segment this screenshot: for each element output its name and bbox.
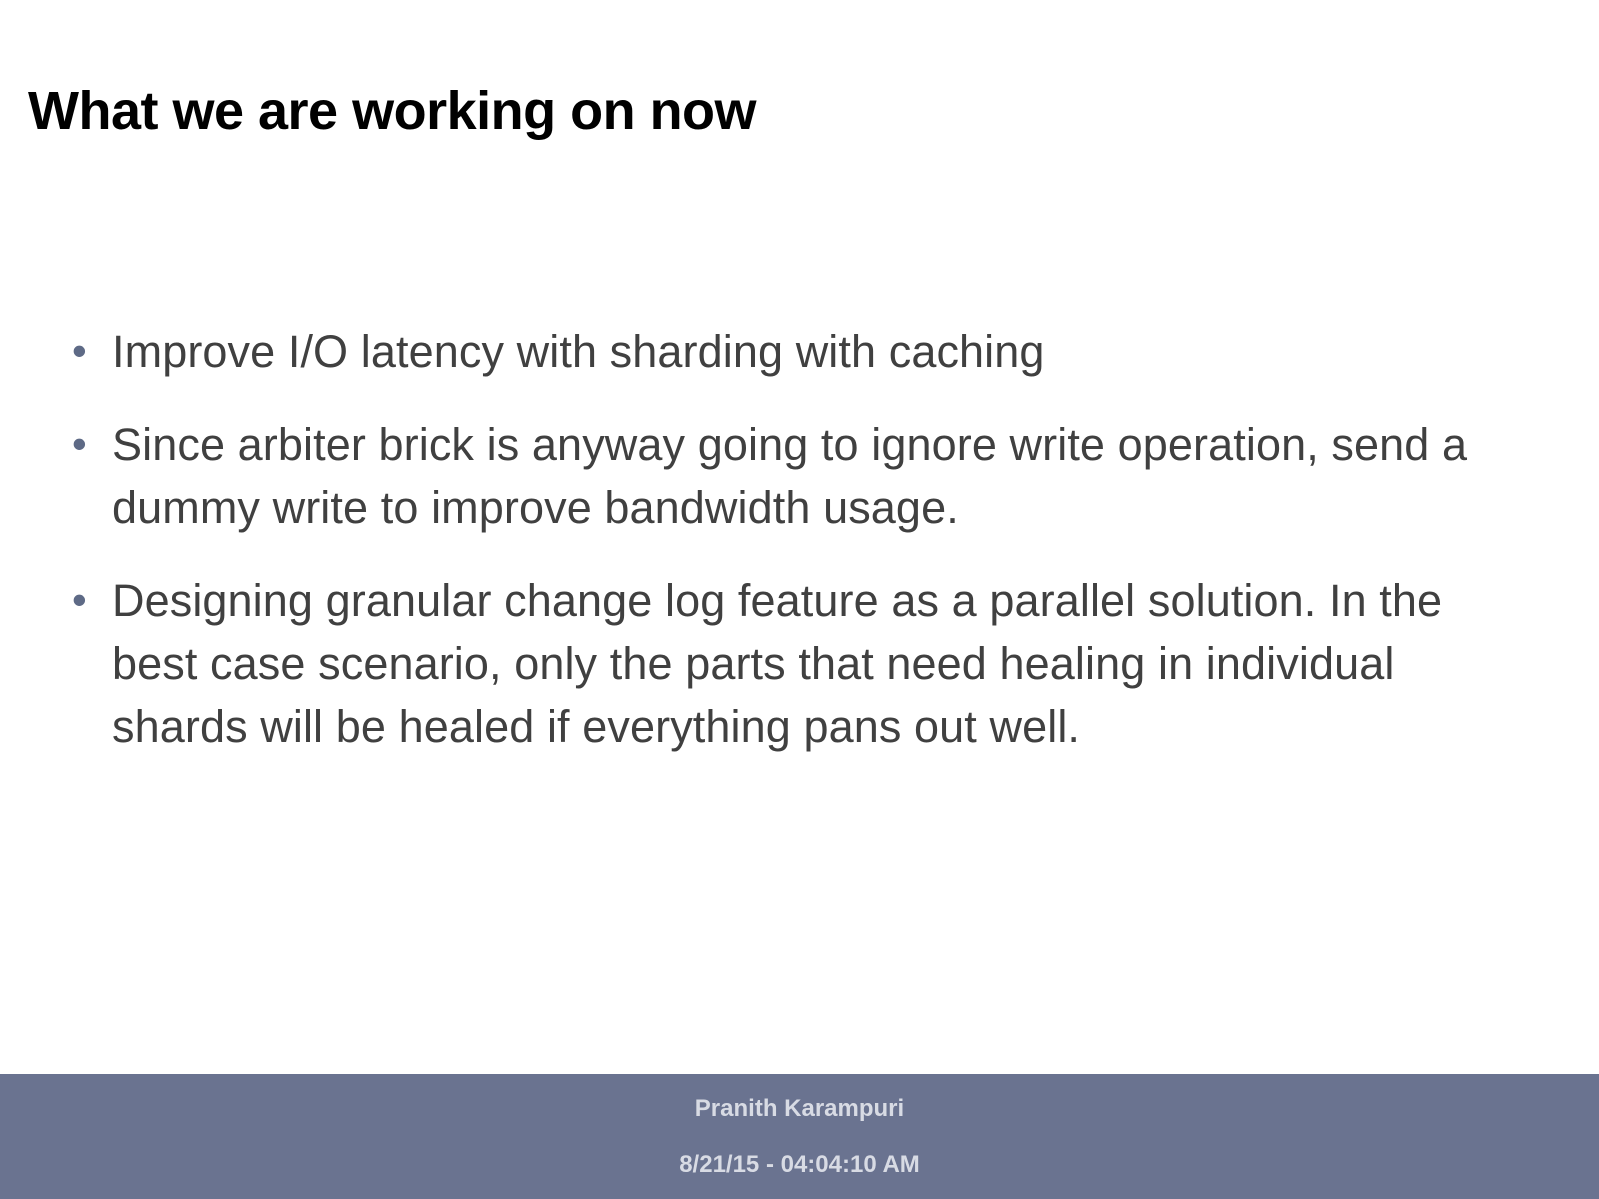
list-item [60,569,1490,758]
page-title: What we are working on now [28,81,757,141]
list-item-text: Designing granular change log feature as a parallel solution. In the best case scenario, only the parts that need healing in individual shards will be healed if everything pans out well. [112,575,1443,752]
footer-author: Pranith Karampuri [694,1095,905,1122]
footer-timestamp: 8/21/15 - 04:04:10 AM [679,1151,920,1178]
bullet-icon: • [72,576,87,623]
bullet-icon: • [72,420,87,467]
list-item [60,413,1490,539]
list-item [60,320,1490,383]
list-item-text: Improve I/O latency with sharding with caching [112,326,1045,377]
bullet-list [60,320,1490,788]
slide-footer [0,1074,1599,1199]
list-item-text: Since arbiter brick is anyway going to ignore write operation, send a dummy write to improve bandwidth usage. [112,419,1468,533]
bullet-icon: • [72,327,87,374]
